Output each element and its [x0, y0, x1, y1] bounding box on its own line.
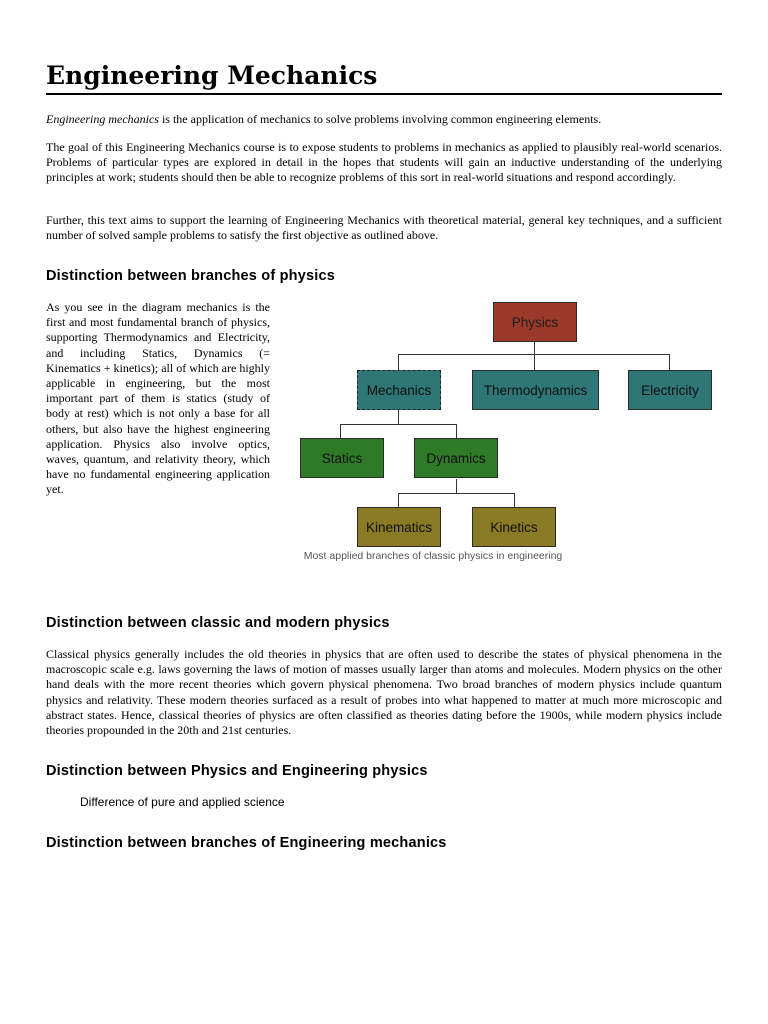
- connector-line: [514, 493, 515, 507]
- node-thermodynamics-label: Thermodynamics: [483, 382, 588, 398]
- node-dynamics: [414, 438, 498, 478]
- intro-term: Engineering mechanics: [46, 112, 159, 126]
- intro-text: is the application of mechanics to solve problems involving common engineering elements.: [158, 112, 602, 126]
- node-mechanics-label: Mechanics: [366, 382, 432, 398]
- node-kinematics-label: Kinematics: [365, 519, 433, 535]
- node-electricity-label: Electricity: [641, 382, 699, 398]
- section-heading-engineering-physics: Distinction between Physics and Engineering physics: [46, 763, 428, 779]
- node-kinetics-label: Kinetics: [490, 519, 538, 535]
- connector-line: [398, 410, 399, 424]
- connector-line: [534, 354, 535, 370]
- intro-paragraph: [46, 112, 722, 127]
- connector-line: [398, 493, 399, 507]
- connector-line: [669, 354, 670, 370]
- branches-paragraph: As you see in the diagram mechanics is the first and most fundamental branch of physics, supporting Thermodynamics and Electricity, and including Statics, Dynamics (= Kinematics + kinetics); all of which are highly applicable in engineering, but the most important part of them is statics (study of body at rest) which is not only a base for all others, but also have the highest engineering application. Physics also involve optics, waves, quantum, and relativity theory, which have no fundamental engineering application yet.: [46, 300, 270, 497]
- connector-line: [398, 493, 514, 494]
- connector-line: [534, 342, 535, 354]
- section-heading-branches: Distinction between branches of physics: [46, 268, 335, 284]
- node-kinetics: [472, 507, 556, 547]
- connector-line: [340, 424, 341, 438]
- node-physics-label: Physics: [511, 314, 559, 330]
- node-thermodynamics: [472, 370, 599, 410]
- node-statics-label: Statics: [321, 450, 363, 466]
- node-dynamics-label: Dynamics: [426, 450, 486, 466]
- connector-line: [456, 479, 457, 493]
- node-mechanics: [357, 370, 441, 410]
- node-statics: [300, 438, 384, 478]
- further-paragraph: Further, this text aims to support the learning of Engineering Mechanics with theoretical material, general key techniques, and a sufficient number of solved sample problems to satisfy the first objective as outlined above.: [46, 213, 722, 243]
- page-title: Engineering Mechanics: [46, 60, 722, 95]
- section-heading-engineering-mechanics: Distinction between branches of Engineering mechanics: [46, 835, 447, 851]
- connector-line: [456, 424, 457, 438]
- section-heading-classic-modern: Distinction between classic and modern physics: [46, 615, 390, 631]
- node-electricity: [628, 370, 712, 410]
- goal-paragraph: The goal of this Engineering Mechanics course is to expose students to problems in mechanics as applied to plausibly real-world scenarios. Problems of particular types are explored in detail in the hopes that students will gain an inductive understanding of the underlying principles at work; students should then be able to recognize problems of this sort in real-world situations and respond accordingly.: [46, 140, 722, 185]
- connector-line: [340, 424, 456, 425]
- node-physics: [493, 302, 577, 342]
- classic-modern-paragraph: Classical physics generally includes the old theories in physics that are often used to describe the states of physical phenomena in the macroscopic scale e.g. laws governing the laws of motion of masses usually larger than atoms and molecules. Modern physics on the other hand deals with the more recent theories which govern physical phenomena. Two broad branches of modern physics include quantum physics and relativity. These modern theories surfaced as a result of probes into what happened to matter at much more microscopic and abstract states. Hence, classical theories of physics are often classified as theories dating before the 1900s, while modern physics include theories propounded in the 20th and 21st centuries.: [46, 647, 722, 738]
- node-kinematics: [357, 507, 441, 547]
- diagram-caption: Most applied branches of classic physics in engineering: [303, 550, 563, 562]
- pure-applied-note: Difference of pure and applied science: [80, 795, 285, 809]
- connector-line: [398, 354, 399, 370]
- physics-branches-diagram: [298, 296, 718, 576]
